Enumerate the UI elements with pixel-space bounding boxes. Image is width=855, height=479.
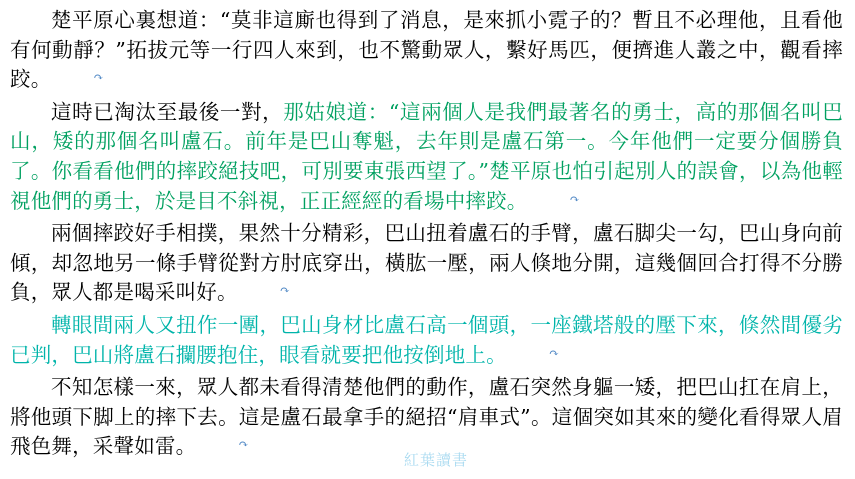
paragraph-end-mark: ↷ [238,437,249,452]
paragraph-end-mark: ↷ [569,191,580,206]
paragraph-2-highlight-text: 那姑娘道：“這兩個人是我們最著名的勇士，高的那個名叫巴山，矮的那個名叫盧石。前年是巴山奪魁，去年則是盧石第一。今年他們一定要分個勝負了。你看看他們的摔跤絕技吧，可別要東張西望了。”楚平原也怕引起別人的誤會，以為他輕視他們的勇士，於是目不斜視，正正經經的看場中摔跤。 [10,99,843,213]
paragraph-4-text: 轉眼間兩人又扭作一團，巴山身材比盧石高一個頭，一座鐵塔般的壓下來，倏然間優劣已判，巴山將盧石攔腰抱住，眼看就要把他按倒地上。 [10,312,843,367]
paragraph-1 [10,6,843,98]
paragraph-2-lead-text: 這時已淘汰至最後一對， [51,99,284,124]
paragraph-4 [10,311,843,373]
paragraph-2 [10,98,843,219]
paragraph-3-text: 兩個摔跤好手相撲，果然十分精彩，巴山扭着盧石的手臂，盧石脚尖一勾，巴山身向前傾，却忽地另一條手臂從對方肘底穿出，橫肱一壓，兩人倏地分開，這幾個回合打得不分勝負，眾人都是喝采叫好。 [10,221,843,305]
paragraph-end-mark: ↷ [279,283,290,298]
paragraph-5-text: 不知怎樣一來，眾人都未看得清楚他們的動作，盧石突然身軀一矮，把巴山扛在肩上，將他頭下脚上的摔下去。這是盧石最拿手的絕招“肩車式”。這個突如其來的變化看得眾人眉飛色舞，采聲如雷。 [10,375,843,459]
paragraph-5 [10,373,843,465]
paragraph-end-mark: ↷ [93,70,104,85]
paragraph-1-text: 楚平原心裏想道：“莫非這廝也得到了消息，是來抓小霓子的？暫且不必理他，且看他有何動靜？”拓拔元等一行四人來到，也不驚動眾人，繫好馬匹，便擠進人叢之中，觀看摔跤。 [10,8,843,92]
paragraph-3 [10,219,843,311]
watermark-text: 紅葉讀書 [404,451,469,469]
paragraph-end-mark: ↷ [548,345,560,360]
